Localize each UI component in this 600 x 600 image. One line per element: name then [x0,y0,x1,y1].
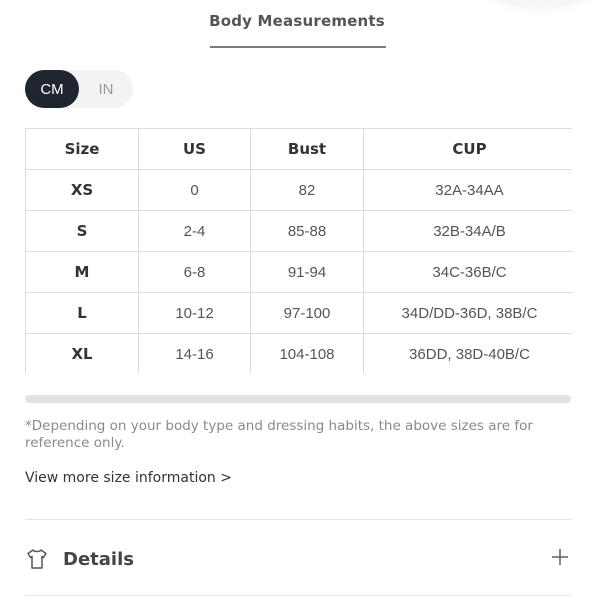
cell-bust: 97-100 [251,293,364,334]
shirt-icon [25,547,49,571]
section-divider [25,519,572,520]
table-row [26,170,573,211]
table-header-row [26,129,573,170]
cell-bust: 104-108 [251,334,364,375]
cell-cup: 36DD, 38D-40B/C [364,334,573,375]
view-more-size-link[interactable]: View more size information > [25,470,232,486]
size-disclaimer: *Depending on your body type and dressing habits, the above sizes are for reference only. [25,418,533,451]
cell-bust: 82 [251,170,364,211]
cell-cup: 34D/DD-36D, 38B/C [364,293,573,334]
cell-cup: 34C-36B/C [364,252,573,293]
header-us: US [139,129,251,170]
cell-us: 6-8 [139,252,251,293]
plus-icon[interactable] [551,548,569,566]
table-horizontal-scrollbar[interactable] [25,395,571,403]
size-table-container [25,128,572,374]
header-cup: CUP [364,129,573,170]
cell-us: 0 [139,170,251,211]
cell-size: XL [26,334,139,375]
table-row [26,293,573,334]
header-size: Size [26,129,139,170]
cell-bust: 85-88 [251,211,364,252]
details-label: Details [63,548,134,570]
section-divider [25,595,572,596]
header-bust: Bust [251,129,364,170]
tab-active-indicator [210,46,386,48]
table-row [26,211,573,252]
unit-option-cm[interactable]: CM [25,70,79,108]
unit-toggle [25,70,133,108]
cell-bust: 91-94 [251,252,364,293]
cell-cup: 32B-34A/B [364,211,573,252]
cell-cup: 32A-34AA [364,170,573,211]
details-accordion-header[interactable] [25,540,575,578]
table-row [26,334,573,375]
tab-body-measurements[interactable]: Body Measurements [209,12,385,30]
cell-us: 2-4 [139,211,251,252]
table-row [26,252,573,293]
cell-size: S [26,211,139,252]
tab-header [0,8,600,50]
size-table [25,128,572,374]
cell-us: 10-12 [139,293,251,334]
unit-option-in[interactable]: IN [98,80,114,98]
cell-us: 14-16 [139,334,251,375]
cell-size: L [26,293,139,334]
corner-decoration [470,0,600,6]
cell-size: XS [26,170,139,211]
cell-size: M [26,252,139,293]
